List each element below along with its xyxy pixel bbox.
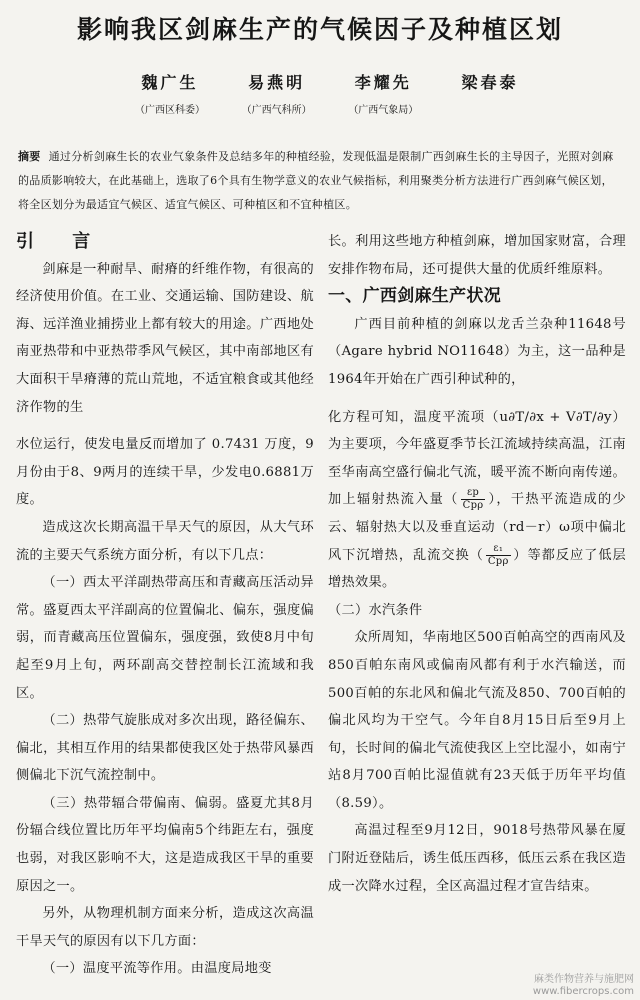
author-affiliation: （广西气科所） (241, 105, 312, 116)
paper-title: 影响我区剑麻生产的气候因子及种植区划 (76, 15, 563, 44)
section-heading-production: 一、广西剑麻生产状况 (328, 286, 501, 307)
formula-paragraph: 化方程可知，温度平流项（u∂T/∂x + V∂T/∂y）为主要项，今年盛夏季节长江流域持续高温，江南至华南高空盛行偏北气流，暖平流不断向南传递。加上辐射热流入量（ $\frac{\varepsilon p}{\text{Cpρ}}$ ），干热平流造成的少云、辐射热大以及垂直运动（rd－r）ω项中偏北风下沉增热，乱流交换（ $\frac{\text{ε₁}}{\text{Cpρ}}$ ）等都反应了低层增热效果。 (328, 409, 626, 591)
fraction: $\frac{\text{ε₁}}{\text{Cpρ}}$ (487, 542, 509, 567)
author-name: 魏广生 (141, 73, 199, 92)
author-name: 易燕明 (248, 73, 306, 92)
abstract (18, 145, 618, 217)
paragraph: 造成这次长期高温干旱天气的原因，从大气环流的主要天气系统方面分析，有以下几点： (16, 519, 314, 563)
paragraph: 长。利用这些地方种植剑麻，增加国家财富，合理安排作物布局，还可提供大量的优质纤维原料。 (328, 234, 626, 277)
right-column (328, 228, 626, 900)
paragraph: （二）热带气旋胀成对多次出现，路径偏东、偏北，其相互作用的结果都使我区处于热带风暴西侧偏北下沉气流控制中。 (16, 713, 314, 784)
paragraph: （一）西太平洋副热带高压和青藏高压活动异常。盛夏西太平洋副高的位置偏北、偏东，强度偏弱，而青藏高压位置偏东，强度强，致使8月中旬起至9月上旬，两环副高交替控制长江流域和我区。 (16, 575, 314, 701)
left-column (16, 228, 314, 983)
author (120, 70, 220, 116)
paragraph: 高温过程至9月12日，9018号热带风暴在厦门附近登陆后，诱生低压西移，低压云系在我区造成一次降水过程，全区高温过程才宣告结束。 (328, 823, 626, 894)
subsection-heading: （二）水汽条件 (328, 602, 423, 618)
paragraph: 另外，从物理机制方面来分析，造成这次高温干旱天气的原因有以下几方面： (16, 906, 314, 949)
paragraph: （一）温度平流等作用。由温度局地变 (42, 961, 272, 977)
author-name: 李耀先 (354, 73, 412, 92)
author-affiliation: （广西气象局） (348, 105, 419, 116)
author-name: 梁春泰 (461, 73, 519, 92)
watermark: 麻类作物营养与施肥网 www.fibercrops.com (532, 974, 634, 997)
author-list (120, 70, 540, 116)
section-heading-intro: 引 言 (16, 231, 107, 252)
paragraph: 水位运行，使发电量反而增加了 0.7431 万度，9月份由于8、9两月的连续干旱，少发电0.6881万度。 (16, 437, 314, 508)
paragraph: 剑麻是一种耐旱、耐瘠的纤维作物，有很高的经济使用价值。在工业、交通运输、国防建设、航海、远洋渔业捕捞业上都有较大的用途。广西地处南亚热带和中亚热带季风气候区，其中南部地区有大面积干旱瘠薄的荒山荒地，不适宜粮食或其他经济作物的生 (16, 261, 314, 415)
author-affiliation: （广西区科委） (135, 105, 205, 116)
author (440, 70, 540, 116)
abstract-text: 通过分析剑麻生长的农业气象条件及总结多年的种植经验，发现低温是限制广西剑麻生长的主导因子，光照对剑麻的品质影响较大，在此基础上，选取了6个具有生物学意义的农业气候指标，利用聚类分析方法进行广西剑麻气候区划，将全区划分为最适宜气候区、适宜气候区、可种植区和不宜种植区。 (18, 150, 614, 211)
paragraph: 广西目前种植的剑麻以龙舌兰杂种11648号（Agare hybrid NO11648）为主，这一品种是1964年开始在广西引种试种的， (328, 316, 626, 387)
author (333, 70, 433, 116)
paragraph: （三）热带辐合带偏南、偏弱。盛夏尤其8月份辐合线位置比历年平均偏南5个纬距左右，强度也弱，对我区影响不大，这是造成我区干旱的重要原因之一。 (16, 795, 314, 894)
author (227, 70, 327, 116)
abstract-label: 摘要 (18, 150, 41, 163)
formula: u∂T/∂x + V∂T/∂y (499, 409, 612, 425)
fraction: $\frac{\varepsilon p}{\text{Cpρ}}$ (462, 487, 484, 512)
paragraph: 众所周知，华南地区500百帕高空的西南风及850百帕东南风或偏南风都有利于水汽输送，而500百帕的东北风和偏北气流及850、700百帕的偏北风均为干空气。今年自8月15日后至9月上旬，长时间的偏北气流使我区上空比湿小，如南宁站8月700百帕比湿值就有23天低于历年平均值（8.59）。 (328, 630, 626, 811)
